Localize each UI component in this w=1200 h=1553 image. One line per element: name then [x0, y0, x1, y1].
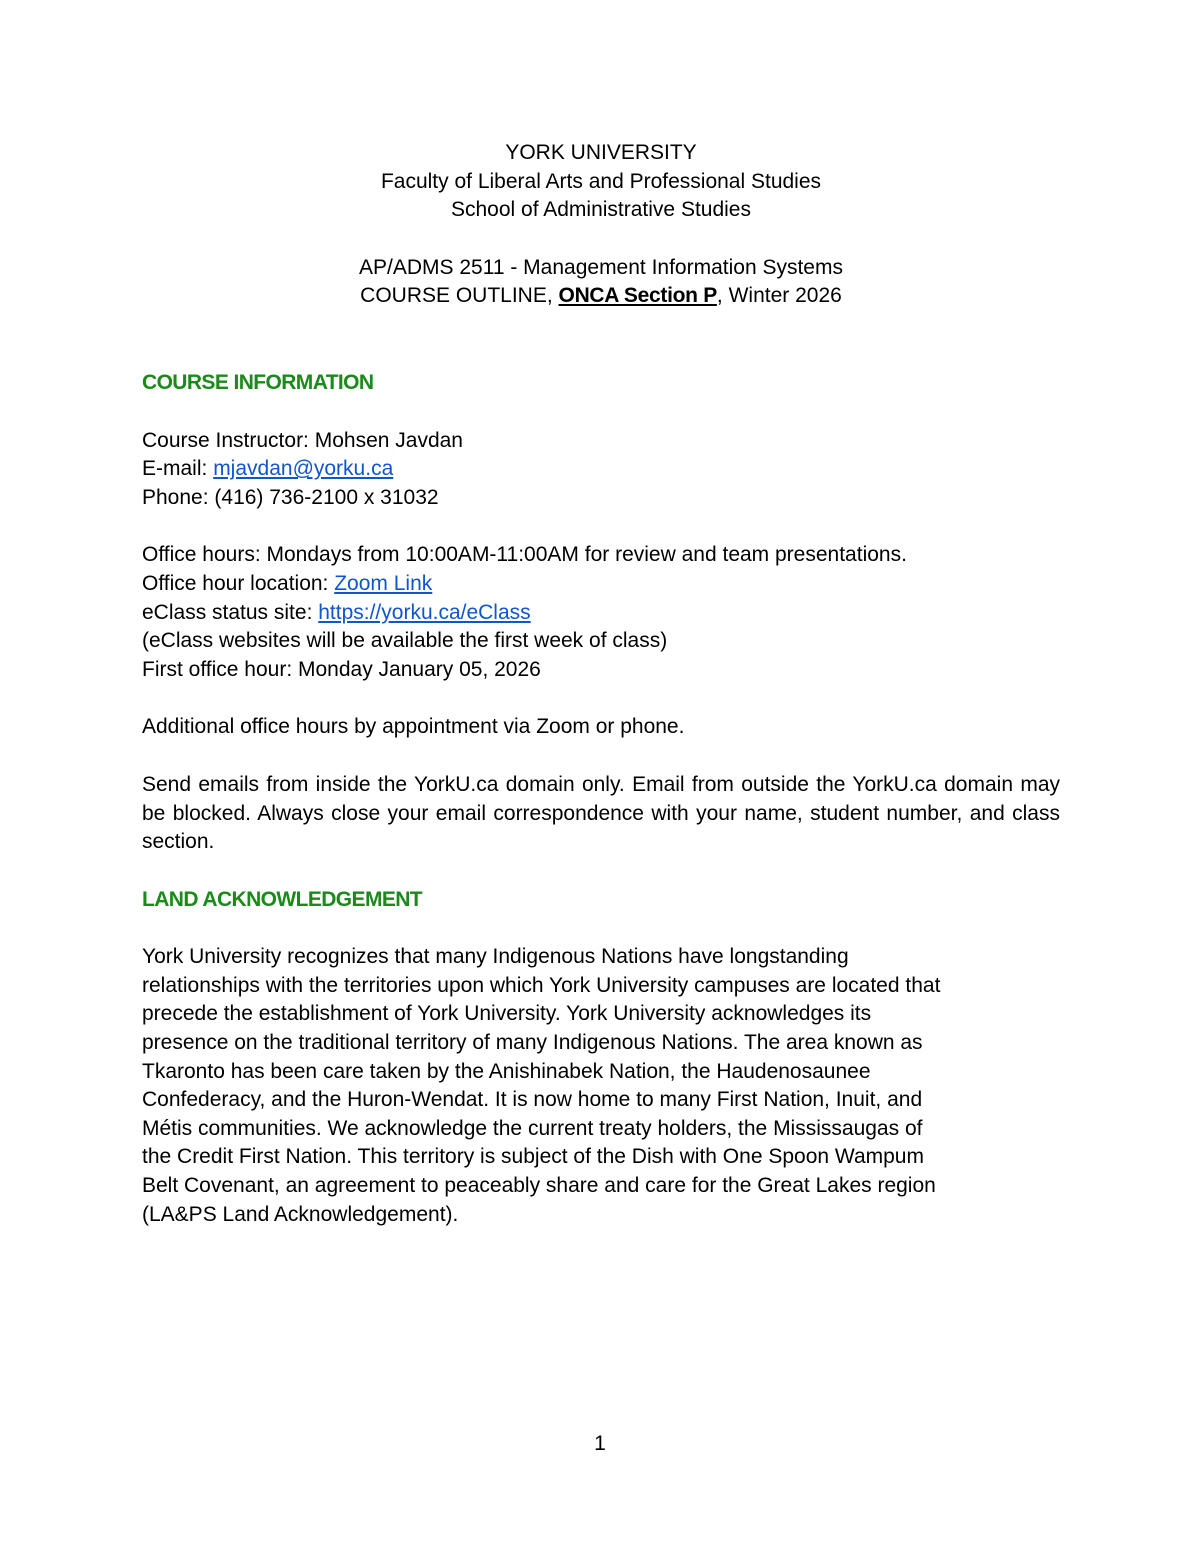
- course-information-heading: COURSE INFORMATION: [142, 370, 374, 394]
- email-policy-paragraph: Send emails from inside the YorkU.ca domain only. Email from outside the YorkU.ca domain may be blocked. Always close your email correspondence with your name, student number, and class section.: [142, 772, 1060, 854]
- land-ack-line: the Credit First Nation. This territory is subject of the Dish with One Spoon Wampum: [142, 1145, 924, 1169]
- course-outline-line: [142, 282, 1060, 311]
- land-ack-line: precede the establishment of York University. York University acknowledges its: [142, 1002, 872, 1026]
- page-number: 1: [594, 1432, 606, 1455]
- outline-prefix: COURSE OUTLINE,: [360, 284, 559, 308]
- section-label: ONCA Section P: [558, 284, 717, 308]
- land-ack-line: Tkaronto has been care taken by the Anishinabek Nation, the Haudenosaunee: [142, 1059, 871, 1083]
- land-ack-line: Belt Covenant, an agreement to peaceably share and care for the Great Lakes region: [142, 1174, 936, 1198]
- additional-hours-line: Additional office hours by appointment via Zoom or phone.: [142, 715, 685, 739]
- course-title: AP/ADMS 2511 - Management Information Systems: [359, 255, 843, 279]
- email-link[interactable]: mjavdan@yorku.ca: [213, 457, 394, 481]
- land-ack-line: relationships with the territories upon which York University campuses are located that: [142, 973, 941, 997]
- office-location-line: [142, 570, 1060, 599]
- instructor-line: Course Instructor: Mohsen Javdan: [142, 428, 463, 452]
- school-name: School of Administrative Studies: [451, 198, 751, 222]
- land-ack-line: Confederacy, and the Huron-Wendat. It is now home to many First Nation, Inuit, and: [142, 1088, 923, 1112]
- eclass-label: eClass status site:: [142, 600, 319, 624]
- office-location-label: Office hour location:: [142, 571, 335, 595]
- land-ack-line: York University recognizes that many Indigenous Nations have longstanding: [142, 945, 849, 969]
- eclass-link[interactable]: https://yorku.ca/eClass: [318, 600, 531, 624]
- zoom-link[interactable]: Zoom Link: [334, 571, 433, 595]
- faculty-name: Faculty of Liberal Arts and Professional Studies: [380, 169, 822, 193]
- land-ack-line: Métis communities. We acknowledge the current treaty holders, the Mississaugas of: [142, 1116, 923, 1140]
- eclass-note: (eClass websites will be available the first week of class): [142, 629, 668, 653]
- land-ack-line: presence on the traditional territory of many Indigenous Nations. The area known as: [142, 1031, 923, 1055]
- land-acknowledgement-heading: LAND ACKNOWLEDGEMENT: [142, 887, 423, 911]
- land-ack-line: (LA&PS Land Acknowledgement).: [142, 1202, 459, 1226]
- first-office-hour-line: First office hour: Monday January 05, 2026: [142, 657, 541, 681]
- email-label: E-mail:: [142, 457, 214, 481]
- phone-line: Phone: (416) 736-2100 x 31032: [142, 485, 439, 509]
- outline-suffix: , Winter 2026: [716, 284, 842, 308]
- university-name: YORK UNIVERSITY: [505, 141, 697, 164]
- land-acknowledgement-paragraph: [142, 943, 1060, 1229]
- document-page: [142, 139, 1060, 1229]
- eclass-line: [142, 599, 1060, 628]
- email-line: [142, 455, 1060, 484]
- office-hours-line: Office hours: Mondays from 10:00AM-11:00AM for review and team presentations.: [142, 543, 907, 567]
